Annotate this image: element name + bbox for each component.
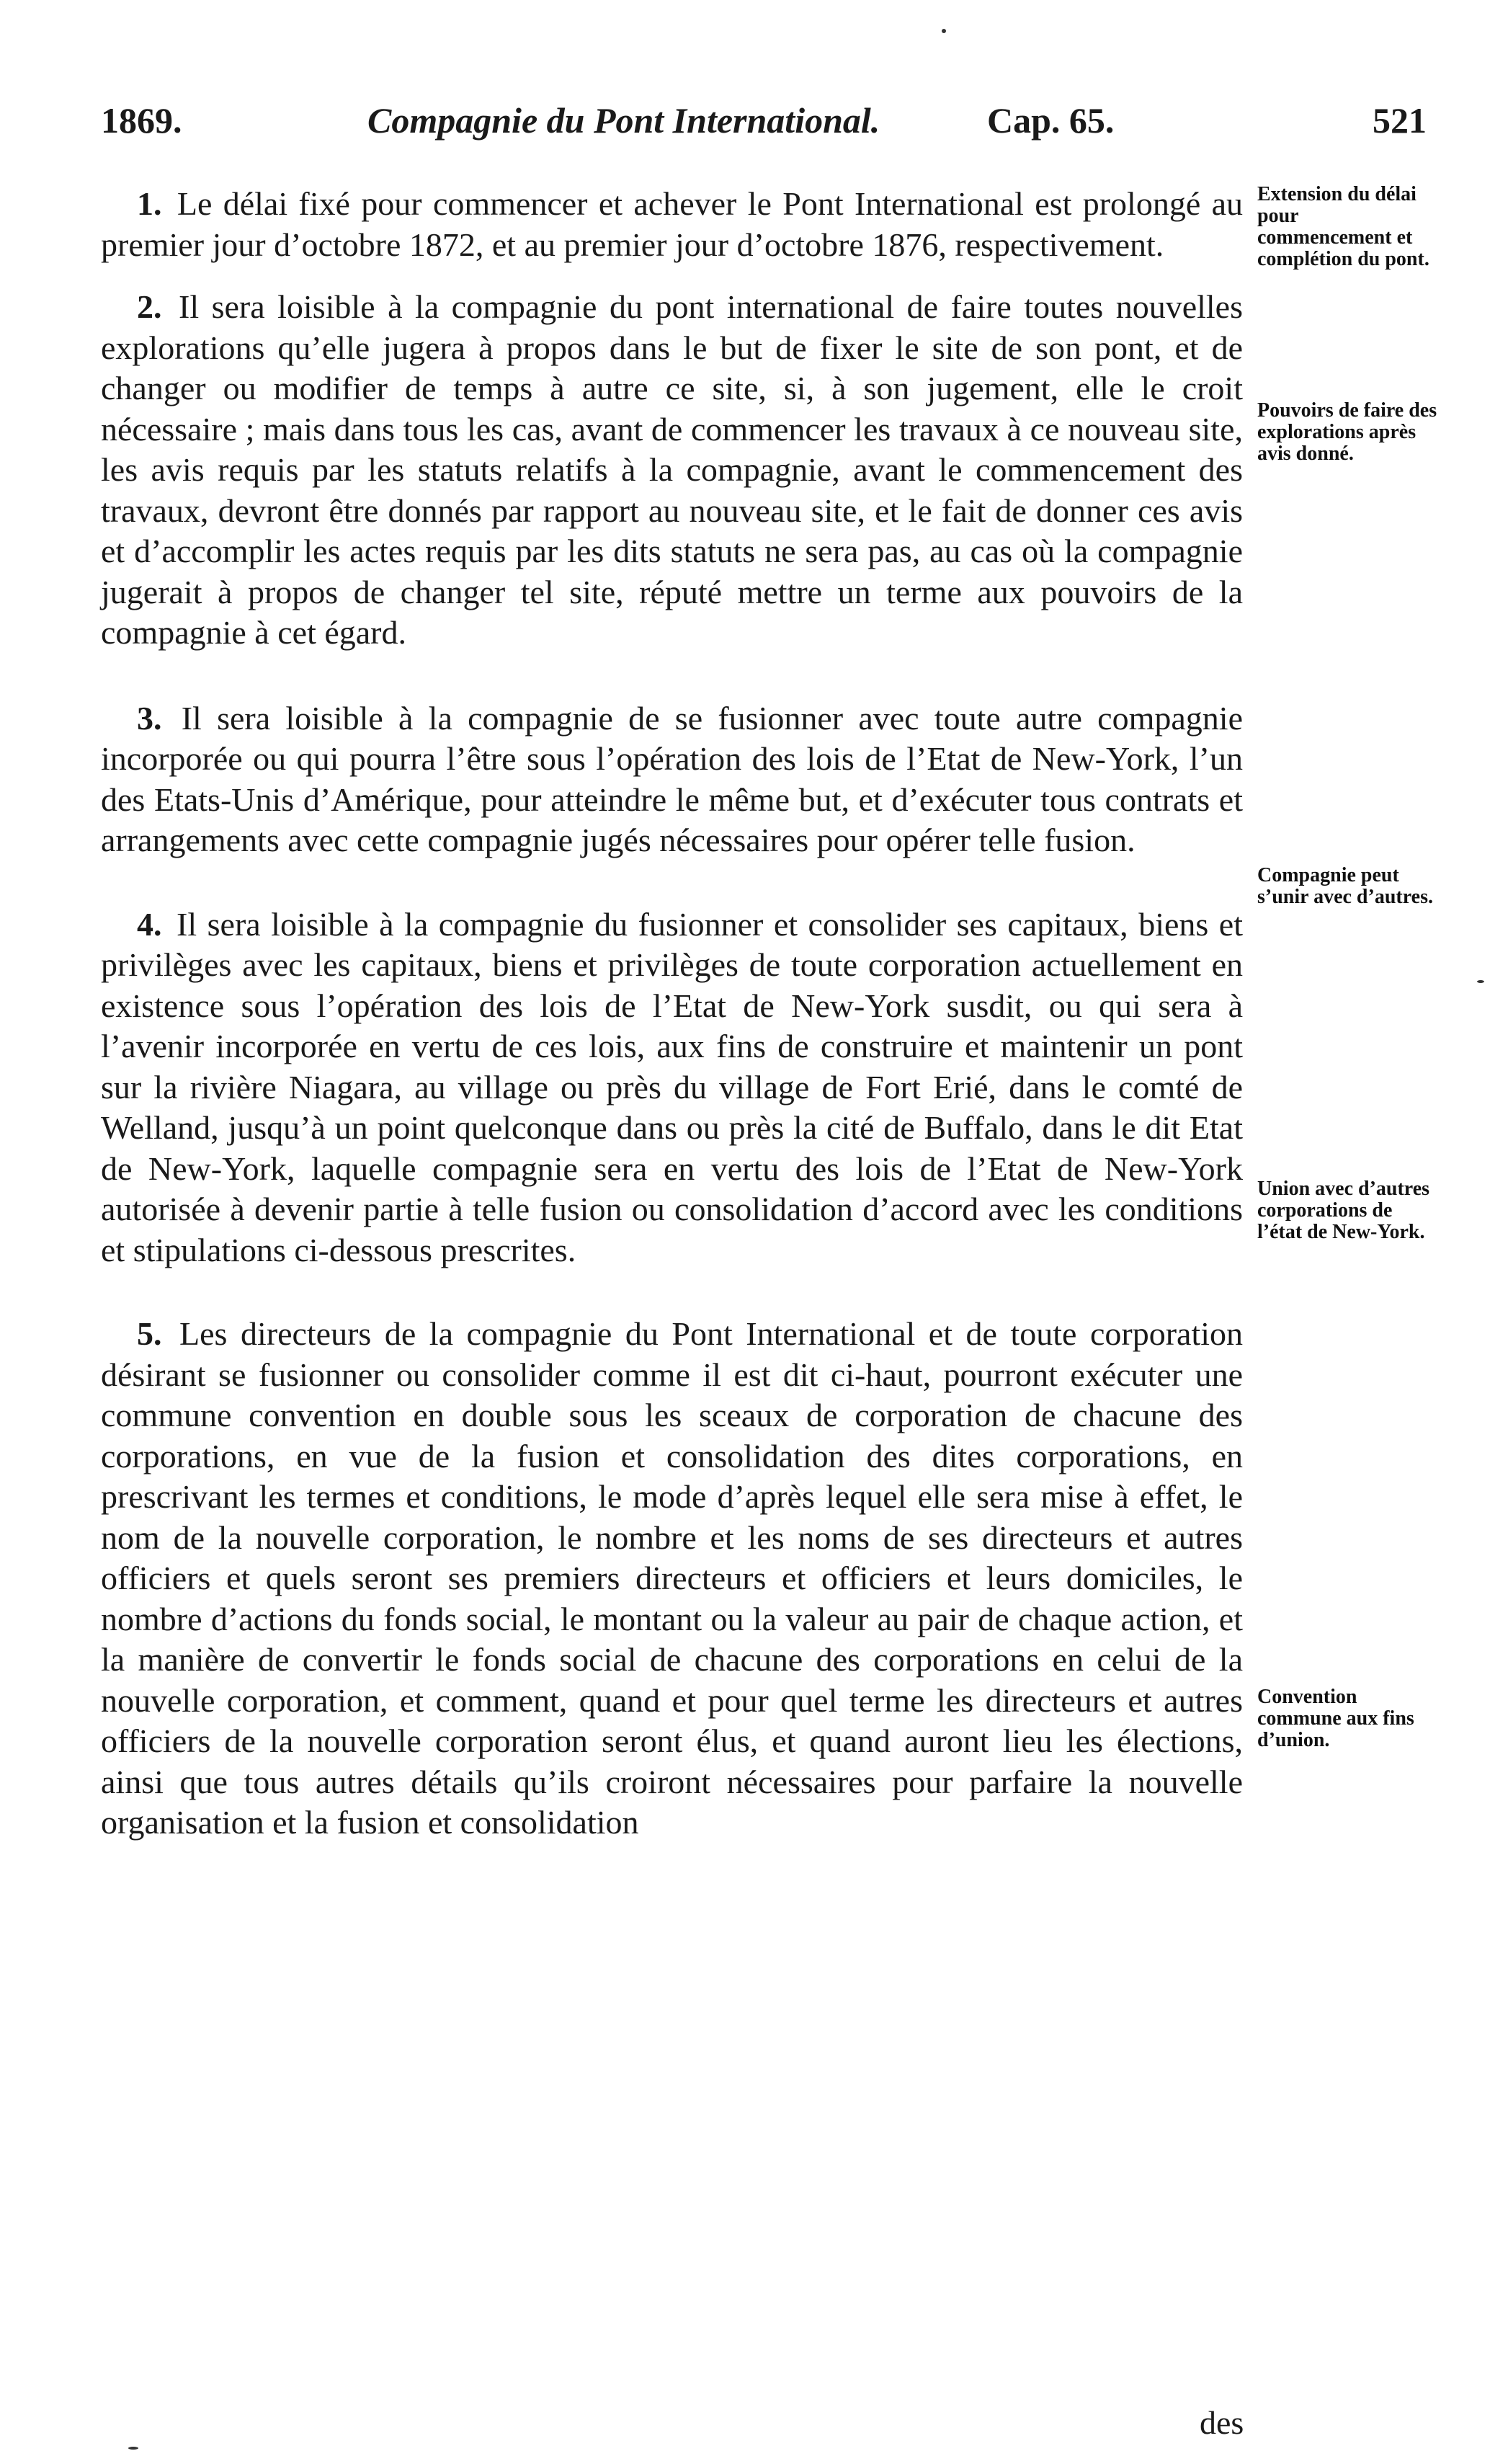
section-number: 5. xyxy=(137,1315,162,1352)
header-title: Compagnie du Pont International. xyxy=(367,100,880,141)
section-text: Il sera loisible à la compagnie du fusionner et consolider ses capitaux, biens et privilèges avec les capitaux, biens et privilèges de toute corporation actuellement en existence sous l’opération des lois de l’Etat de New-York susdit, ou qui sera à l’avenir incorporée en vertu de ces lois, aux fins de construire et maintenir un pont sur la rivière Niagara, au village ou près du village de Fort Erié, dans le comté de Welland, jusqu’à un point quelconque dans ou près la cité de Buffalo, dans le dit Etat de New-York, laquelle compagnie sera en vertu des lois de l’Etat de New-York autorisée à devenir partie à telle fusion ou consolidation d’accord avec les conditions et stipulations ci-dessous prescrites. xyxy=(101,905,1243,1268)
section-gap xyxy=(101,1271,1243,1314)
section-gap xyxy=(101,654,1243,698)
section-number: 4. xyxy=(137,905,162,943)
print-speck xyxy=(942,29,946,33)
section-number: 2. xyxy=(137,288,162,325)
section-5 xyxy=(101,1314,1243,1843)
section-number: 1. xyxy=(137,185,162,222)
margin-note-union: Compagnie peut s’unir avec d’autres. xyxy=(1257,864,1433,908)
margin-note-explorations: Pouvoirs de faire des explorations après avis donné. xyxy=(1257,399,1437,465)
section-text: Les directeurs de la compagnie du Pont International et de toute corporation désirant se fusionner ou consolider comme il est dit ci-haut, pourront exécuter une commune convention en double sous les sceaux de corporation de chacune des corporations, en vue de la fusion et consolidation des dites corporations, en prescrivant les termes et conditions, le mode d’après lequel elle sera mise à effet, le nom de la nouvelle corporation, le nombre et les noms de ses directeurs et autres officiers et quels seront ses premiers directeurs et officiers et leurs domiciles, le nombre d’actions du fonds social, le montant ou la valeur au pair de chaque action, et la manière de convertir le fonds social de chacune des corporations en celui de la nouvelle corporation, et comment, quand et pour quel terme les directeurs et autres officiers de la nouvelle corporation seront élus, et quand auront lieu les élections, ainsi que tous autres détails qu’ils croiront nécessaires pour parfaire la nouvelle organisation et la fusion et consolidation xyxy=(101,1315,1244,1841)
section-1 xyxy=(101,184,1243,265)
margin-note-extension: Extension du délai pour commencement et complétion du pont. xyxy=(1257,183,1429,270)
section-3 xyxy=(101,698,1243,861)
page-number: 521 xyxy=(1373,100,1427,141)
print-speck xyxy=(1477,980,1484,983)
section-number: 3. xyxy=(137,699,162,737)
print-speck xyxy=(128,2447,138,2450)
header-chapter: Cap. 65. xyxy=(987,100,1115,141)
margin-note-convention: Convention commune aux fins d’union. xyxy=(1257,1686,1414,1751)
section-4 xyxy=(101,904,1243,1271)
catchword: des xyxy=(1200,2404,1244,2441)
section-text: Il sera loisible à la compagnie du pont international de faire toutes nouvelles explorations qu’elle jugera à propos dans le but de fixer le site de son pont, et de changer ou modifier de temps à autre ce site, si, à son jugement, elle le croit nécessaire ; mais dans tous les cas, avant de commencer les travaux à ce nouveau site, les avis requis par les statuts relatifs à la compagnie, avant le commencement des travaux, devront être donnés par rapport au nouveau site, et le fait de donner ces avis et d’accomplir les actes requis par les dits statuts ne sera pas, au cas où la compagnie jugerait à propos de changer tel site, réputé mettre un terme aux pouvoirs de la compagnie à cet égard. xyxy=(101,288,1243,651)
running-header xyxy=(101,99,1427,150)
header-year: 1869. xyxy=(101,100,182,141)
section-text: Il sera loisible à la compagnie de se fusionner avec toute autre compagnie incorporée ou qui pourra l’être sous l’opération des lois de l’Etat de New-York, l’un des Etats-Unis d’Amérique, pour atteindre le même but, et d’exécuter tous contrats et arrangements avec cette compagnie jugés nécessaires pour opérer telle fusion. xyxy=(101,699,1243,858)
margin-note-union-new-york: Union avec d’autres corporations de l’état de New-York. xyxy=(1257,1178,1430,1243)
section-gap xyxy=(101,265,1243,287)
section-text: Le délai fixé pour commencer et achever le Pont International est prolongé au premier jour d’octobre 1872, et au premier jour d’octobre 1876, respectivement. xyxy=(101,185,1244,263)
section-gap xyxy=(101,861,1243,904)
section-2 xyxy=(101,287,1243,654)
body-text xyxy=(101,184,1243,1843)
